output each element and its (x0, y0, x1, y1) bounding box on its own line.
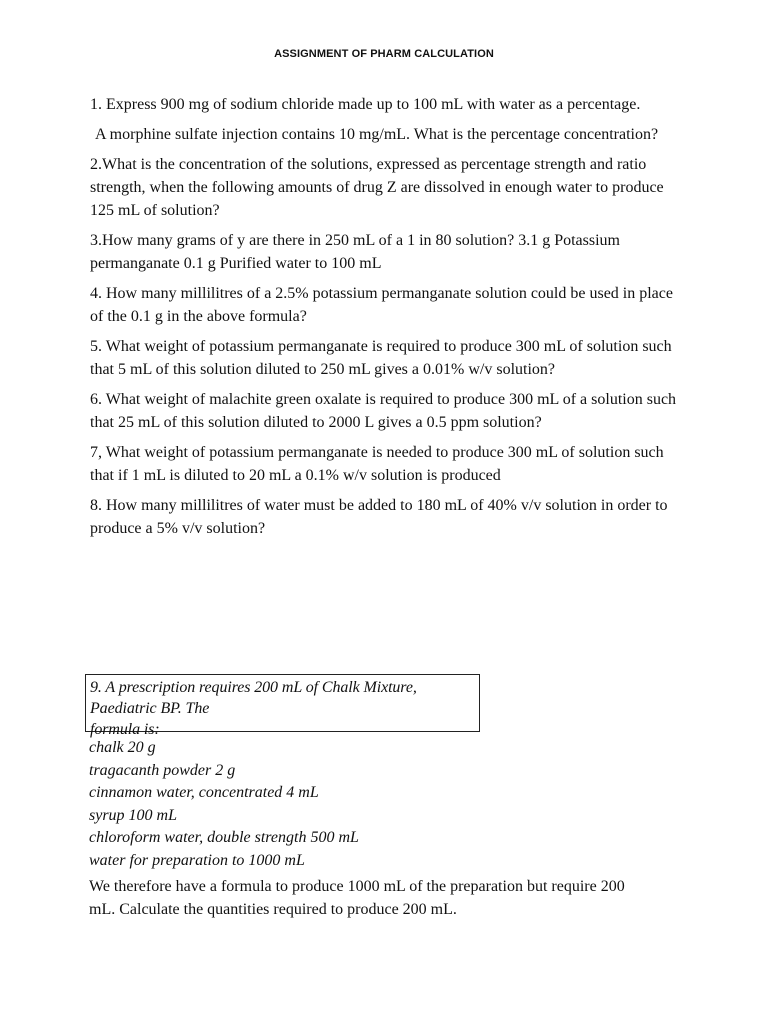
question-9-intro-line: formula is: (90, 721, 160, 738)
document-title: ASSIGNMENT OF PHARM CALCULATION (274, 48, 494, 60)
formula-ingredient: water for preparation to 1000 mL (89, 851, 305, 869)
question-1: 1. Express 900 mg of sodium chloride made up to 100 mL with water as a percentage. (90, 96, 641, 113)
formula-ingredient: cinnamon water, concentrated 4 mL (89, 784, 319, 801)
question-5: 5. What weight of potassium permanganate is required to produce 300 mL of solution such that 5 mL of this solution diluted to 250 mL gives a 0.01% w/v solution? (90, 338, 672, 378)
question-9-box (85, 674, 480, 738)
question-list (90, 93, 690, 547)
question-7: 7, What weight of potassium permanganate is needed to produce 300 mL of solution such that if 1 mL is diluted to 20 mL a 0.1% w/v solution is produced (90, 444, 664, 484)
question-3: 3.How many grams of y are there in 250 mL of a 1 in 80 solution? 3.1 g Potassium permanganate 0.1 g Purified water to 100 mL (90, 232, 620, 272)
question-8: 8. How many millilitres of water must be added to 180 mL of 40% v/v solution in order to produce a 5% v/v solution? (90, 497, 668, 537)
formula-ingredient: chalk 20 g (89, 739, 156, 756)
question-9-intro-line: 9. A prescription requires 200 mL of Chalk Mixture, (90, 679, 417, 696)
question-1b: A morphine sulfate injection contains 10 mg/mL. What is the percentage concentration? (95, 126, 659, 143)
formula-list (89, 737, 359, 872)
question-6: 6. What weight of malachite green oxalate is required to produce 300 mL of a solution such that 25 mL of this solution diluted to 2000 L gives a 0.5 ppm solution? (90, 391, 677, 431)
formula-ingredient: chloroform water, double strength 500 mL (89, 829, 359, 846)
formula-ingredient: syrup 100 mL (89, 806, 178, 824)
question-9-intro-line: Paediatric BP. The (90, 700, 210, 717)
question-2: 2.What is the concentration of the solutions, expressed as percentage strength and ratio strength, when the following amounts of drug Z are dissolved in enough water to produce 125 mL of solution? (90, 156, 664, 219)
question-9-conclusion: We therefore have a formula to produce 1000 mL of the preparation but require 200 mL. Calculate the quantities required to produce 200 mL. (89, 878, 625, 918)
question-4: 4. How many millilitres of a 2.5% potassium permanganate solution could be used in place of the 0.1 g in the above formula? (90, 285, 673, 325)
formula-ingredient: tragacanth powder 2 g (89, 761, 236, 779)
